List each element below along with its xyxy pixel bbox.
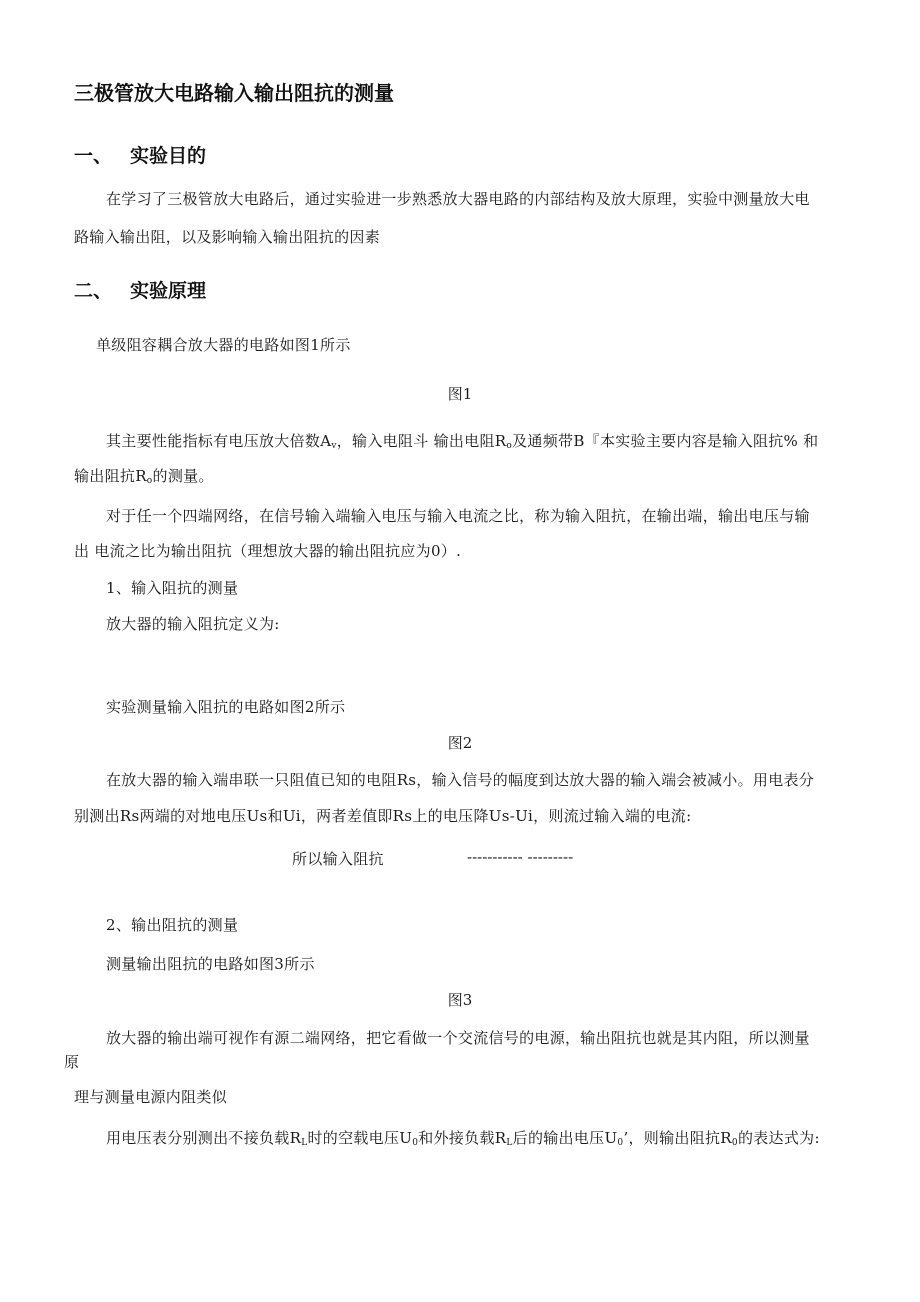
final-text-e: ’，则输出阻抗R xyxy=(623,1129,732,1147)
performance-text-b: ，输入电阻斗 输出电阻R xyxy=(336,432,507,450)
final-text-f: 的表达式为: xyxy=(737,1129,820,1147)
subscript-0: 0 xyxy=(617,1138,624,1148)
section-2-title: 实验原理 xyxy=(130,280,207,302)
performance-line-2 xyxy=(74,466,214,486)
purpose-paragraph-line-2: 路输入输出阻，以及影响输入输出阻抗的因素 xyxy=(74,228,381,246)
rs-paragraph-line-2: 别测出Rs两端的对地电压Us和Ui，两者差值即Rs上的电压降Us-Ui，则流过输入端的电流: xyxy=(74,807,692,825)
output-paragraph-line-3: 理与测量电源内阻类似 xyxy=(74,1088,228,1106)
final-text-c: 和外接负载R xyxy=(418,1129,507,1147)
section-1-heading xyxy=(74,143,206,169)
network-paragraph-line-2: 出 电流之比为输出阻抗（理想放大器的输出阻抗应为0）. xyxy=(74,542,462,560)
final-text-b: 时的空载电压U xyxy=(307,1129,413,1147)
performance-text-e: 的测量。 xyxy=(152,467,214,485)
subscript-l: L xyxy=(301,1138,308,1148)
subscript-0: 0 xyxy=(412,1138,419,1148)
subscript-v: v xyxy=(331,441,337,451)
section-1-title: 实验目的 xyxy=(130,145,207,167)
figure-2-caption: 图2 xyxy=(447,734,473,752)
figure-1-caption: 图1 xyxy=(447,385,473,403)
subscript-0: 0 xyxy=(731,1138,738,1148)
purpose-paragraph-line-1: 在学习了三极管放大电路后，通过实验进一步熟悉放大器电路的内部结构及放大原理，实验中测量放大电 xyxy=(106,190,810,208)
rs-paragraph-line-1: 在放大器的输入端串联一只阻值已知的电阻Rs，输入信号的幅度到达放大器的输入端会被减小。用电表分 xyxy=(106,771,815,789)
subscript-o: o xyxy=(146,476,153,486)
output-circuit-text: 测量输出阻抗的电路如图3所示 xyxy=(106,955,315,973)
output-paragraph-line-2: 原 xyxy=(64,1053,80,1071)
figure-3-caption: 图3 xyxy=(447,991,473,1009)
performance-text-a: 其主要性能指标有电压放大倍数A xyxy=(106,432,332,450)
output-paragraph-line-1: 放大器的输出端可视作有源二端网络，把它看做一个交流信号的电源，输出阻抗也就是其内阻，所以测量 xyxy=(106,1029,810,1047)
performance-line-1 xyxy=(106,431,818,451)
document-title: 三极管放大电路输入输出阻抗的测量 xyxy=(74,81,394,105)
input-impedance-subtitle: 1、输入阻抗的测量 xyxy=(106,579,239,597)
output-impedance-subtitle: 2、输出阻抗的测量 xyxy=(106,916,239,934)
final-text-d: 后的输出电压U xyxy=(512,1129,618,1147)
circuit-intro-text: 单级阻容耦合放大器的电路如图1所示 xyxy=(96,336,351,354)
input-circuit-text: 实验测量输入阻抗的电路如图2所示 xyxy=(106,698,346,716)
formula-placeholder-dashes: ----------- --------- xyxy=(467,848,574,866)
input-impedance-result-label: 所以输入阻抗 xyxy=(292,850,384,868)
performance-text-d: 输出阻抗R xyxy=(74,467,147,485)
section-2-heading xyxy=(74,278,206,304)
input-impedance-definition: 放大器的输入阻抗定义为: xyxy=(106,615,280,633)
subscript-l: L xyxy=(506,1138,513,1148)
output-formula-intro xyxy=(106,1128,820,1148)
section-2-number: 二、 xyxy=(74,280,113,302)
final-text-a: 用电压表分别测出不接负载R xyxy=(106,1129,302,1147)
section-1-number: 一、 xyxy=(74,145,113,167)
subscript-o: o xyxy=(506,441,513,451)
network-paragraph-line-1: 对于任一个四端网络，在信号输入端输入电压与输入电流之比，称为输入阻抗，在输出端，输出电压与输 xyxy=(106,507,810,525)
performance-text-c: 及通频带B『本实验主要内容是输入阻抗% 和 xyxy=(512,432,819,450)
